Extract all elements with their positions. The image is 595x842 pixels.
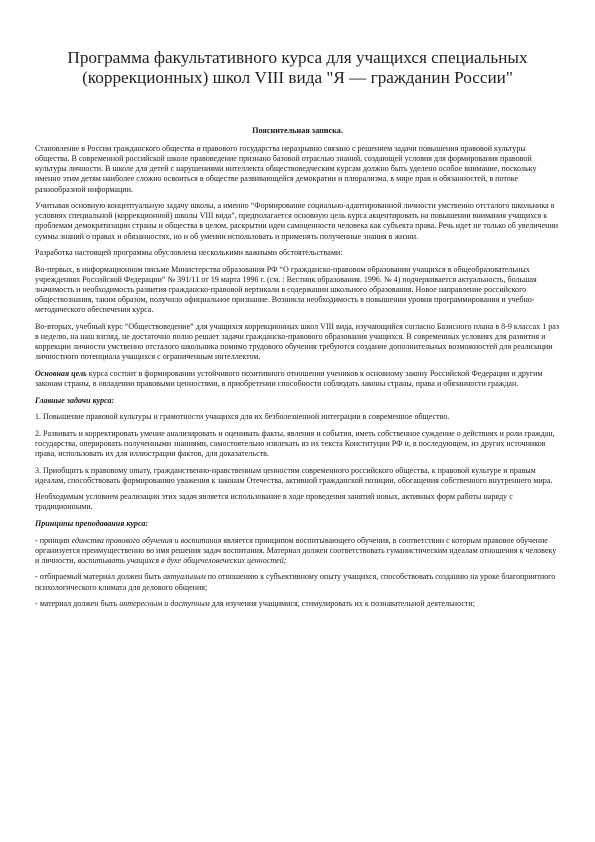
principles-heading: Принципы преподавания курса:: [35, 518, 149, 528]
principle-1: - принцип единства правового обучения и воспитания является принципом воспитывающего обучения, в соответствии с которым правовое обучение организуется преимущественно во имя решения задач воспитания. Материал должен соответствовать гуманистическим идеалам отношения к человеку и личности, воспитывать учащихся в духе общечеловеческих ценностей;: [35, 535, 557, 565]
paragraph-5: Во-вторых, учебный курс “Обществоведение” для учащихся коррекционных школ VIII вида, изучающийся согласно Базисного плана в 8-9 классах 1 раз в неделю, на наш взгляд, не достаточно полно решает задачи гражданско-правового образования учащихся. В современных условиях для развития и коррекции личности умственно отсталого школьника помимо трудового обучения требуются создание дополнительных возможностей для реализации личностного потенциала учащихся с ограниченным интеллектом.: [35, 321, 560, 362]
goal-lead: Основная цель: [35, 368, 87, 378]
task-2: 2. Развивать и корректировать умение анализировать и оценивать факты, явления и события, иметь собственное суждение о действиях и роли граждан, государства, оперировать полученными знаниями, самостоятельно извлекать из их текста Конституции РФ и, в последующем, из других источников права, использовать их для иллюстрации фактов, для доказательств.: [35, 428, 555, 459]
title-line-1: Программа факультативного курса для учащихся специальных: [67, 48, 528, 67]
paragraph-1: Становление в России гражданского общества и правового государства неразрывно связано с решением задачи повышения правовой культуры общества. В современной российской школе правоведение признано базовой отраслью знаний, создающей условия для формирования правовой культуры личности. В школе для детей с нарушениями интеллекта обществоведческим курсам должно быть уделено особое внимание, поскольку именно этим детям наиболее сложно освоиться в обществе развивающейся демократии и плюрализма, в мире прав и обязанностей, в потоке разнообразной информации.: [35, 144, 537, 194]
paragraph-3: Разработка настоящей программы обусловлена несколькими важными обстоятельствами:: [35, 248, 343, 258]
page-title: [40, 48, 555, 88]
goal-text: курса состоит в формировании устойчивого позитивного отношения учеников к основному закону Российской Федерации и другим законам страны, в овладении правовыми ценностями, в приобретении способности соблюдать законы страны, права и обязанности граждан.: [35, 368, 543, 389]
task-1: 1. Повышение правовой культуры и грамотности учащихся для их безболезненной интеграции в современное общество.: [35, 412, 450, 422]
section-heading: Пояснительная записка.: [252, 126, 343, 135]
paragraph-2: Учитывая основную концептуальную задачу школы, а именно “Формирование социально-адаптированной личности умственно отсталого школьника в условиях специальной (коррекционной) школы VIII вида”, предполагается основную цель курса акцентировать на повышении внимания учащихся к проблемам демократизации страны и общества в целом, раскрытии идеи самоценности человека как субъекта права. Речь идет не только об увеличении суммы знаний о правах и обязанностях, но и об умении использовать и применять полученные знания в жизни.: [35, 201, 559, 241]
principle-3: - материал должен быть интересным и доступным для изучения учащимися, стимулировать их к познавательной деятельности;: [35, 599, 475, 609]
task-3: 3. Приобщить к правовому опыту, гражданственно-нравственным ценностям современного российского общества, к правовой культуре и правым идеалам, способствовать формированию уважения к законам Отечества, активной гражданской позиции, обогащения собственного внутреннего мира.: [35, 465, 553, 485]
paragraph-goal: [35, 369, 560, 389]
title-line-2: (коррекционных) школ VIII вида "Я — гражданин России": [82, 68, 513, 87]
document-body: [35, 144, 560, 616]
principle-2: - отбираемый материал должен быть актуальным по отношению к субъективному опыту учащихся, способствовать созданию на уроке благоприятного психологического климата для делового общения;: [35, 572, 556, 592]
paragraph-4: Во-первых, в информационном письме Министерства образования РФ “О гражданско-правовом образовании учащихся в общеобразовательных учреждениях Российской Федерации” № 391/11 от 19 марта 1996 г. (см. : Вестник образования. 1996. № 4) подчеркивается актуальность, большая значимость и необходимость развития гражданско-правовой вертикали в содержании школьного образования. Новое направление российского обществознания, таким образом, получило официальное признание. Возникла необходимость в повышении уровня программирования и учебно-методического обеспечения курса.: [35, 264, 537, 315]
tasks-heading: Главные задачи курса:: [35, 395, 115, 405]
paragraph-7: Необходимым условием реализации этих задач является использование в ходе проведения занятий новых, активных форм работы наряду с традиционными.: [35, 492, 513, 512]
